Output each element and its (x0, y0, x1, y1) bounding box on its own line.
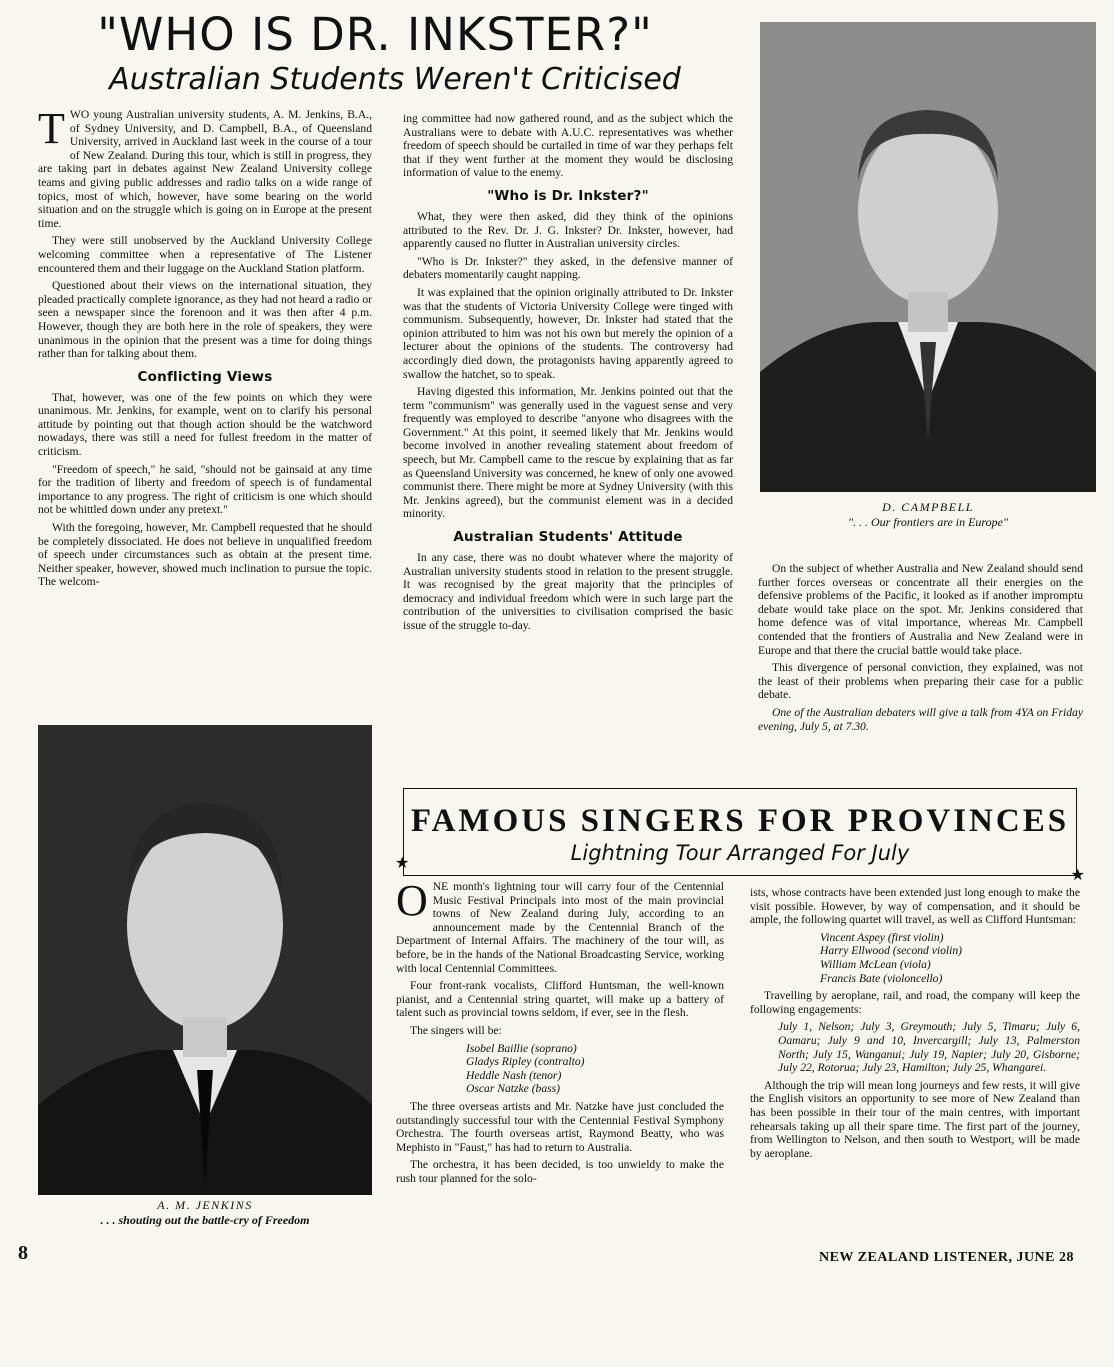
article-paragraph: The singers will be: (410, 1023, 502, 1037)
article-paragraph: ONE month's lightning tour will carry four of the Centennial Music Festival Principals into most of the main provincial towns of New Zealand during July, according to an announcement made by the Centennial Branch of the Department of Internal Affairs. The machinery of the tour will, as before, be in the hands of the National Broadcasting Service, working with local Centennial Committees. (396, 876, 724, 975)
singers-column-left (396, 876, 724, 1189)
article-column-1 (38, 104, 372, 593)
article-paragraph: They were still unobserved by the Auckland University College welcoming committee when a representative of The Listener encountered them and their luggage on the Auckland Station platform. (38, 234, 372, 275)
singers-title: FAMOUS SINGERS FOR PROVINCES (410, 803, 1070, 839)
jenkins-caption (38, 1198, 372, 1228)
article-paragraph: Travelling by aeroplane, rail, and road, the company will keep the following engagements: (750, 989, 1080, 1016)
jenkins-caption-name: A. M. JENKINS (157, 1198, 253, 1212)
article-paragraph: With the foregoing, however, Mr. Campbell requested that he should be completely dissociated. He does not believe in unqualified freedom of speech under circumstances such as obtain at the present time. Neither speaker, however, showed much inclination to pursue the topic. The welcom- (38, 521, 372, 589)
publication-footer: NEW ZEALAND LISTENER, JUNE 28 (818, 1250, 1074, 1265)
article-paragraph: That, however, was one of the few points on which they were unanimous. Mr. Jenkins, for example, went on to clarify his personal attitude by pointing out that though action should be the watchword nowadays, there was still a need for fullest freedom in the matter of criticism. (38, 390, 372, 459)
drop-cap: O (396, 876, 428, 925)
list-item: Gladys Ripley (contralto) (466, 1055, 585, 1069)
article-paragraph: The orchestra, it has been decided, is too unwieldy to make the rush tour planned for the solo- (396, 1158, 724, 1185)
list-item: Vincent Aspey (first violin) (820, 930, 944, 944)
list-item: Heddle Nash (tenor) (466, 1068, 562, 1082)
article-paragraph: ists, whose contracts have been extended just long enough to make the visit possible. However, by way of compensation, and it should be ample, the following quartet will travel, as well as Clifford Huntsman: (750, 886, 1080, 927)
list-item: Oscar Natzke (bass) (466, 1082, 561, 1096)
campbell-caption (760, 500, 1096, 530)
article-paragraph: Questioned about their views on the international situation, they pleaded practically complete ignorance, as they had not heard a radio or seen a newspaper since the forenoon and it was then after 4 p.m. However, though they are both here in the role of speakers, they were unanimous in the opinion that the present was a time for doing things rather than for talking about them. (38, 279, 372, 361)
campbell-caption-name: D. CAMPBELL (882, 500, 974, 514)
article-paragraph: What, they were then asked, did they think of the opinions attributed to the Rev. Dr. J. G. Inkster? Dr. Inkster, however, had apparently caused no flutter in Australian university circles. (403, 209, 733, 251)
jenkins-caption-quote: . . . shouting out the battle-cry of Freedom (100, 1213, 310, 1227)
article-paragraph: TWO young Australian university students, A. M. Jenkins, B.A., of Sydney University, and D. Campbell, B.A., of Queensland University, arrived in Auckland last week in the course of a tour of New Zealand. During this tour, which is still in progress, they are taking part in debates against New Zealand University college teams and giving public addresses and radio talks on a wide range of topics, most of which, however, have some bearing on the world situation and on the struggle which is going on in Europe at the present time. (38, 104, 372, 230)
article-paragraph: Four front-rank vocalists, Clifford Huntsman, the well-known pianist, and a Centennial string quartet, will make up a battery of talent such as provincial towns seldom, if ever, see in the flesh. (396, 979, 724, 1020)
article-paragraph: Having digested this information, Mr. Jenkins pointed out that the term "communism" was generally used in the vaguest sense and very frequently was employed to describe "anyone who disagrees with the Government." At this point, it seemed likely that Mr. Jenkins would become involved in another revealing statement about freedom of speech, but Mr. Campbell came to the rescue by explaining that as far as Queensland University was concerned, he knew of only one avowed communist there. There might be more at Sydney University (with this Mr. Jenkins agreed), but the communist element was in a decided minority. (403, 385, 733, 521)
article-column-3 (758, 562, 1083, 737)
list-item: Harry Ellwood (second violin) (820, 944, 963, 958)
article-paragraph: ing committee had now gathered round, and as the subject which the Australians were to debate with A.U.C. representatives was whether freedom of speech should be curtailed in time of war they perhaps felt that if they went further at the moment they would be disclosing information of value to the enemy. (403, 112, 733, 180)
jenkins-photo (38, 725, 372, 1195)
singers-headline-box (395, 788, 1085, 884)
article-paragraph: It was explained that the opinion originally attributed to Dr. Inkster was that the students of Victoria University College were tinged with communism. Subsequently, however, Dr. Inkster had stated that the opinion attributed to him was not his own but merely the opinion of a lecturer about the opinions of the students. The controversy had accordingly died down, the protagonists having apparently agreed to swallow the hatchet, so to speak. (403, 285, 733, 381)
singers-column-right (750, 886, 1080, 1164)
article-paragraph: In any case, there was no doubt whatever where the majority of Australian university students stood in relation to the present struggle. It was recognised by the great majority that the principles of democracy and individual freedom which were in such large part the contribution of the universities to civilisation comprised the basic issue of the struggle to-day. (403, 551, 733, 632)
drop-cap: T (38, 104, 65, 153)
page-number: 8 (18, 1242, 28, 1264)
singers-list (466, 1042, 724, 1096)
campbell-photo (760, 22, 1096, 492)
article-paragraph: The three overseas artists and Mr. Natzke have just concluded the outstandingly successful tour with the Centennial Festival Symphony Orchestra. The fourth overseas artist, Raymond Beatty, who was Mephisto in "Faust," has had to return to Australia. (396, 1099, 724, 1154)
article-paragraph: "Who is Dr. Inkster?" they asked, in the defensive manner of debaters momentarily caught napping. (403, 254, 733, 282)
article-paragraph: "Freedom of speech," he said, "should not be gainsaid at any time for the tradition of liberty and freedom of speech is of fundamental importance to any progress. The right of criticism is one which should not be whittled down under any pretext." (38, 462, 372, 517)
singers-subtitle: Lightning Tour Arranged For July (570, 841, 910, 865)
list-item: Francis Bate (violoncello) (820, 971, 943, 985)
star-icon: ★ (1070, 867, 1085, 884)
headline-title: "WHO IS DR. INKSTER?" (97, 8, 653, 61)
article-paragraph: On the subject of whether Australia and New Zealand should send further forces overseas or concentrate all their energies on the defensive problems of the Pacific, it looked as if another impromptu debate would take place on the spot. Mr. Jenkins considered that home defence was of vital importance, whereas Mr. Campbell contended that the frontiers of Australia and New Zealand were in Europe and that there the crucial battle would take place. (758, 562, 1083, 657)
list-item: Isobel Baillie (soprano) (466, 1041, 577, 1055)
subheading-students-attitude: Australian Students' Attitude (453, 529, 683, 546)
article-paragraph: Although the trip will mean long journeys and few rests, it will give the English visitors an opportunity to see more of New Zealand than has been possible in their tour of the main centres, with important rehearsals taking up all their spare time. The first part of the journey, from Wellington to Nelson, and then south to Westport, will be made by aeroplane. (750, 1078, 1080, 1160)
subheading-who-is-inkster: "Who is Dr. Inkster?" (487, 187, 649, 204)
quartet-list (820, 931, 1080, 985)
engagements-list: July 1, Nelson; July 3, Greymouth; July 5, Timaru; July 6, Oamaru; July 9 and 10, Invercargill; July 13, Palmerston North; July 15, Wanganui; July 19, Napier; July 20, Gisborne; July 22, Rotorua; July 23, Hamilton; July 25, Whangarei. (778, 1020, 1080, 1075)
subheading-conflicting-views: Conflicting Views (137, 368, 273, 385)
star-icon: ★ (395, 855, 410, 872)
campbell-caption-quote: ". . . Our frontiers are in Europe" (847, 515, 1009, 529)
article-paragraph: This divergence of personal conviction, they explained, was not the least of their problems when preparing their case for a public debate. (758, 661, 1083, 702)
headline-subtitle: Australian Students Weren't Criticised (109, 62, 681, 97)
article-column-2 (403, 112, 733, 637)
list-item: William McLean (viola) (820, 957, 931, 971)
article-paragraph: One of the Australian debaters will give a talk from 4YA on Friday evening, July 5, at 7.30. (758, 705, 1083, 733)
